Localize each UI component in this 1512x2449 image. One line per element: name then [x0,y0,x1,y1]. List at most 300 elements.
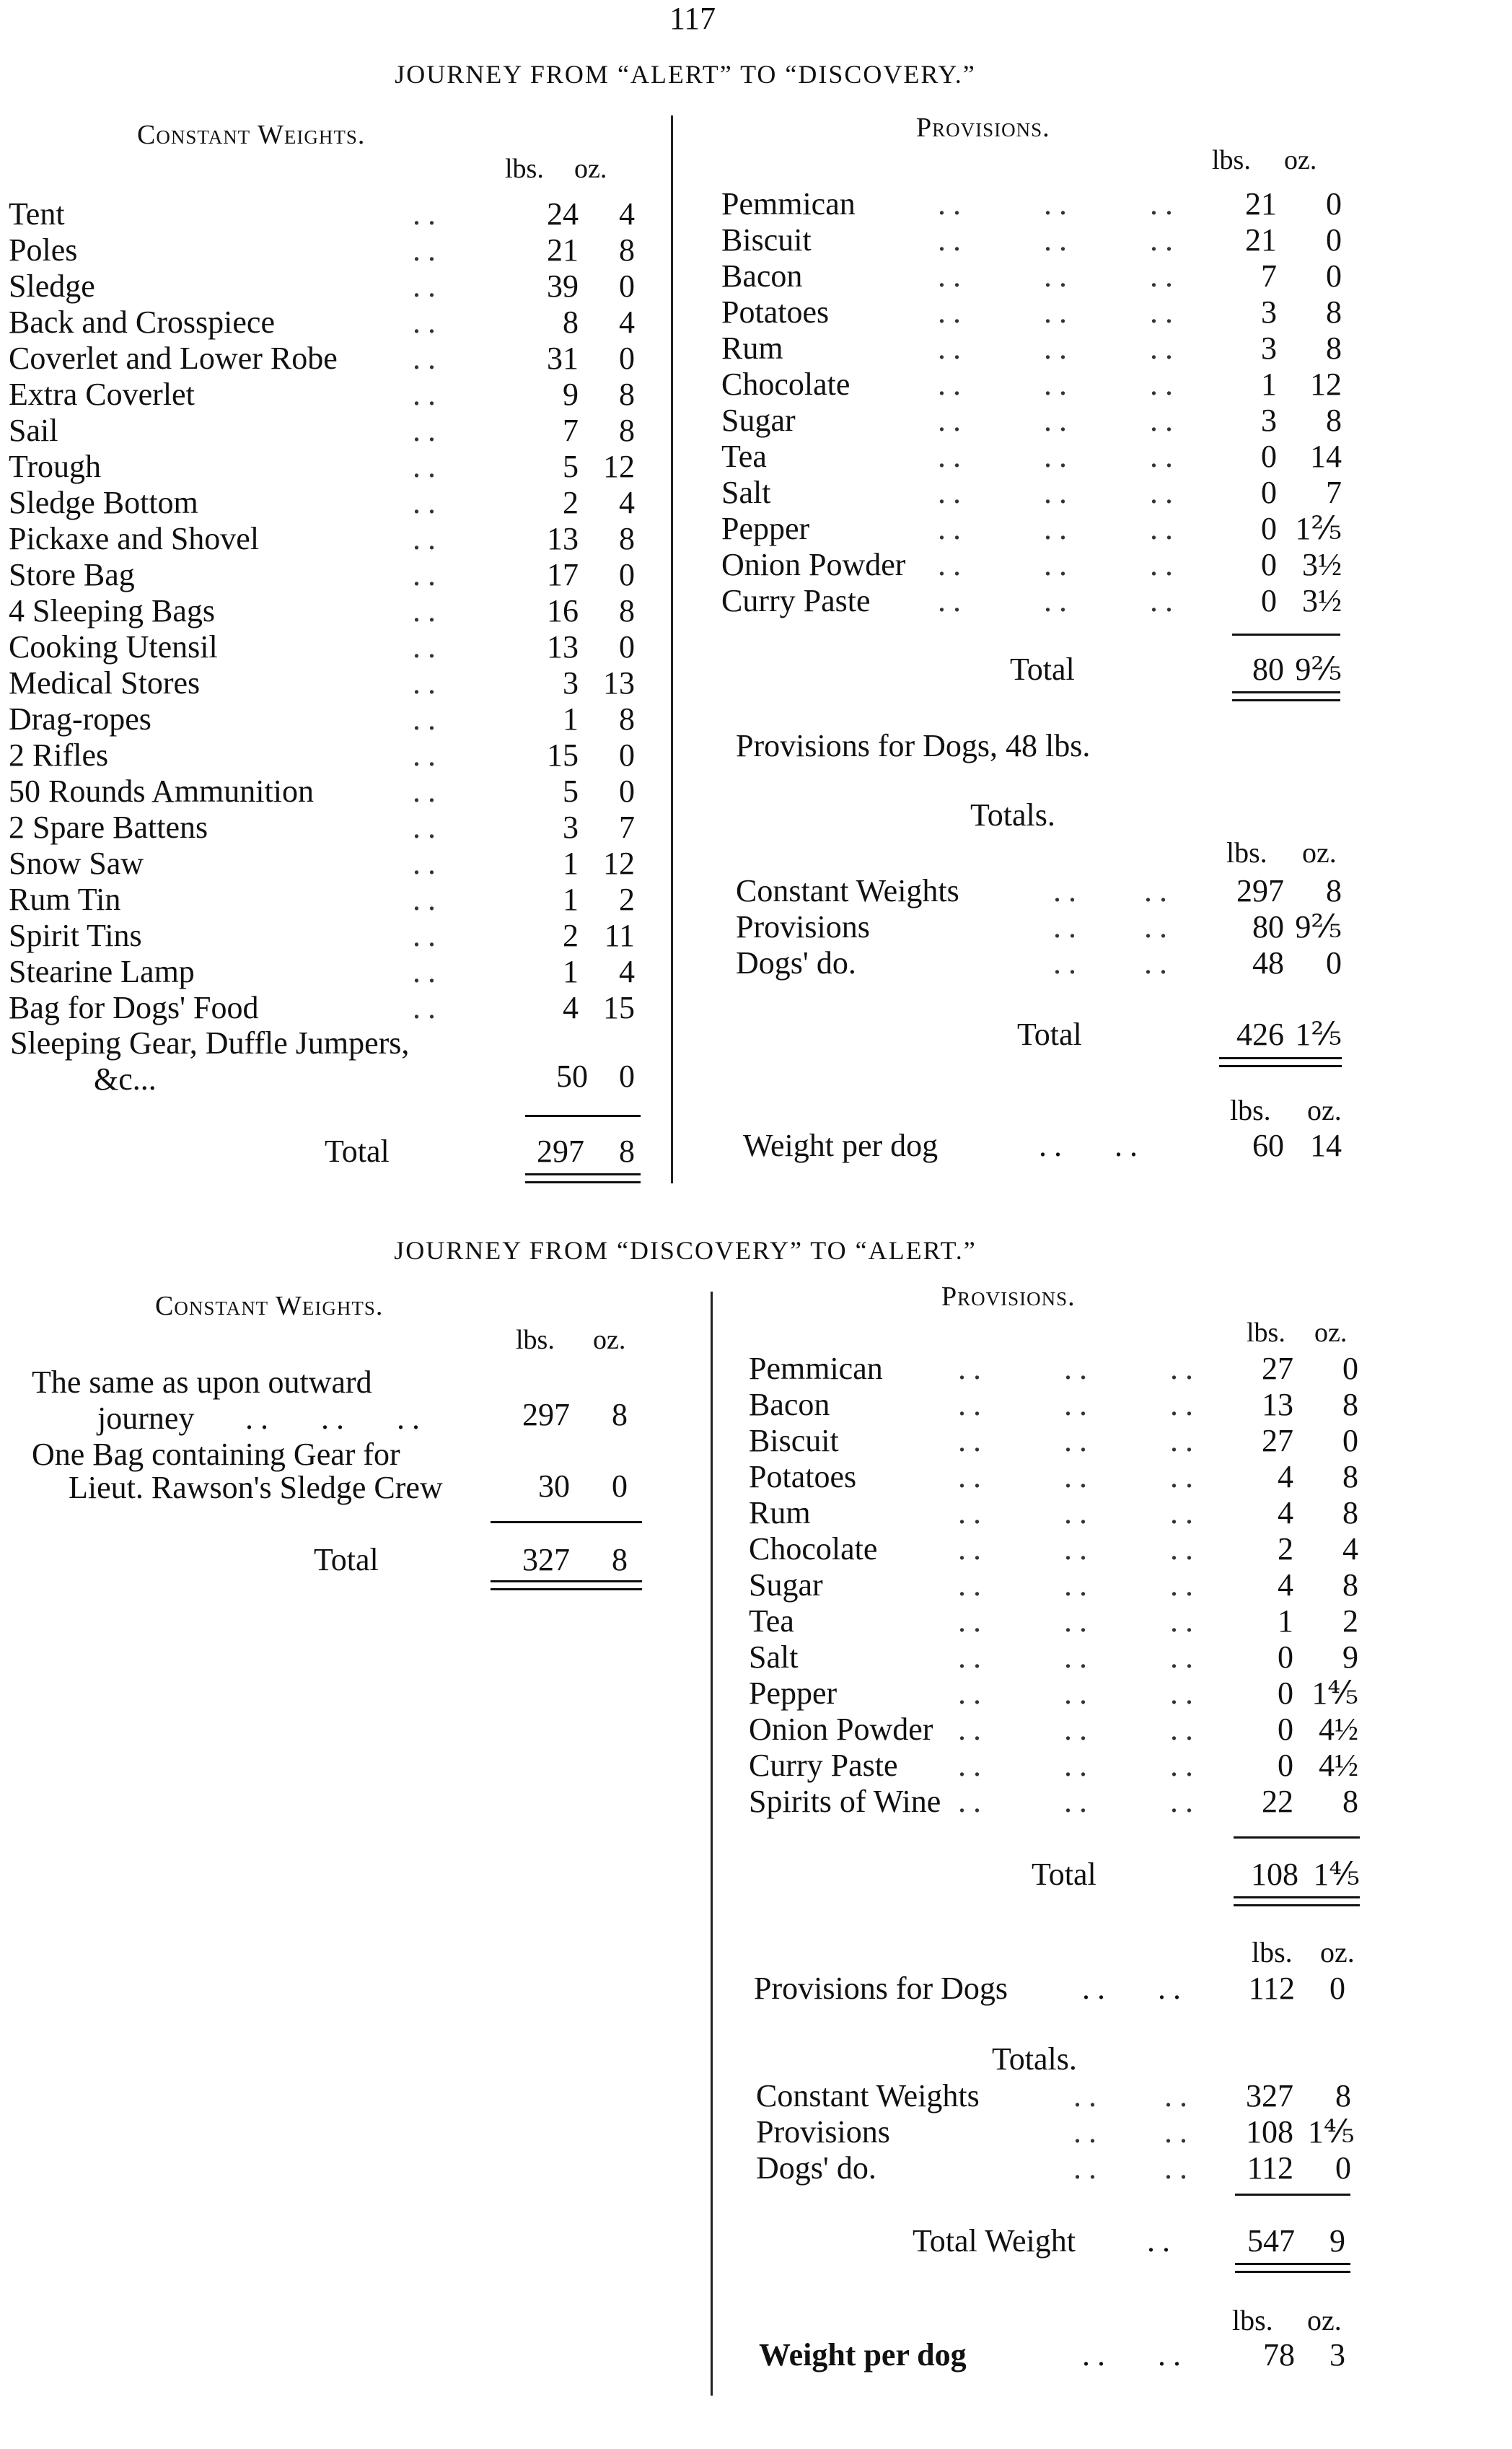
return-constant-title: Constant Weights. [155,1291,384,1321]
leader-dots: .. .. .. [938,186,1180,222]
constant-weight-row [9,341,643,377]
constant-weight-row-lbs: 21 [547,232,579,268]
return-item1-lbs: 297 [522,1397,570,1432]
outward-constant-total-rule [525,1173,641,1183]
return-dogs-dots: .. .. [1082,1971,1188,2006]
provision-row-lbs: 22 [1262,1784,1293,1819]
provision-row-lbs: 0 [1261,439,1277,474]
provision-row-oz: 0 [1326,258,1342,294]
constant-weight-row [9,701,643,737]
provision-row-label: Chocolate [721,367,850,402]
leader-dots: .. .. .. [958,1784,1200,1819]
constant-weight-row-oz: 8 [619,413,635,448]
totals-row-lbs: 327 [1246,2078,1293,2113]
return-provisions-unit-oz: oz. [1314,1318,1348,1348]
outward-constant-sum-rule [525,1115,641,1117]
leader-dots: .. .. [1053,873,1174,908]
leader-dots: .. [413,196,443,232]
provision-row-label: Pemmican [721,186,856,222]
provision-row-oz: 8 [1342,1459,1358,1494]
provision-row-label: Onion Powder [749,1712,933,1747]
provision-row-lbs: 3 [1261,294,1277,330]
provision-row [721,403,1356,439]
totals-row-oz: 9⅖ [1295,909,1342,945]
constant-weight-row [9,557,643,593]
provision-row-label: Biscuit [749,1423,839,1458]
provision-row-label: Pemmican [749,1351,883,1386]
constant-weight-row [9,918,643,954]
outward-perdog-lbs: 60 [1252,1128,1284,1163]
return-item1-oz: 8 [612,1397,628,1432]
provision-row-label: Sugar [749,1567,823,1603]
constant-weight-row-oz: 11 [604,918,635,953]
totals-row-label: Provisions [756,2114,890,2150]
outward-perdog-unit-lbs: lbs. [1230,1094,1271,1126]
totals-row-oz: 8 [1326,873,1342,908]
provision-row-oz: 1⅖ [1295,511,1342,546]
leader-dots: .. .. .. [938,403,1180,438]
leader-dots: .. .. [1073,2078,1195,2113]
return-dogs-lbs: 112 [1248,1971,1295,2006]
provision-row-lbs: 4 [1278,1495,1293,1530]
return-perdog-label: Weight per dog [759,2337,967,2373]
provision-row-lbs: 0 [1278,1639,1293,1675]
leader-dots: .. [413,557,443,592]
constant-weight-row-label: 4 Sleeping Bags [9,593,215,628]
return-grand-total-dots: .. [1147,2223,1177,2259]
leader-dots: .. [413,268,443,304]
return-grand-total-label: Total Weight [913,2223,1076,2259]
constant-weight-row-lbs: 4 [563,990,579,1025]
provision-row-lbs: 0 [1261,511,1277,546]
return-constant-total-rule [491,1580,642,1590]
provision-row [721,511,1356,547]
outward-constant-unit-lbs: lbs. [505,154,544,184]
leader-dots: .. .. .. [958,1495,1200,1530]
provision-row-lbs: 27 [1262,1351,1293,1386]
leader-dots: .. [413,918,443,953]
constant-weight-row [9,413,643,449]
outward-grand-total-label: Total [1017,1017,1082,1052]
leader-dots: .. .. [1073,2150,1195,2186]
constant-weight-row-oz: 2 [619,882,635,917]
leader-dots: .. [413,449,443,484]
provision-row-oz: 0 [1326,222,1342,258]
leader-dots: .. .. .. [938,222,1180,258]
leader-dots: .. .. .. [958,1639,1200,1675]
constant-weight-row-label: Extra Coverlet [9,377,195,412]
provision-row-lbs: 0 [1261,475,1277,510]
totals-row [736,873,1356,909]
totals-row-lbs: 297 [1236,873,1284,908]
constant-weight-row-label: Bag for Dogs' Food [9,990,259,1025]
constant-weight-row-label: 2 Spare Battens [9,810,208,845]
constant-weight-row [9,485,643,521]
provision-row-lbs: 1 [1261,367,1277,402]
outward-grand-total-lbs: 426 [1236,1017,1284,1052]
constant-weight-row-oz: 0 [619,774,635,809]
return-item2-lbs: 30 [538,1468,570,1504]
provision-row-label: Sugar [721,403,796,438]
provision-row-label: Spirits of Wine [749,1784,941,1819]
constant-weight-row-oz: 8 [619,377,635,412]
constant-weight-row [9,449,643,485]
return-column-divider [711,1292,713,2396]
outward-perdog-oz: 14 [1310,1128,1342,1163]
outward-provisions-total-lbs: 80 [1252,652,1284,687]
return-dogs-unit-lbs: lbs. [1252,1936,1293,1968]
constant-weight-row-label: Poles [9,232,78,268]
provision-row-oz: 8 [1326,330,1342,366]
provision-row-lbs: 3 [1261,330,1277,366]
return-provisions-total-lbs: 108 [1251,1857,1298,1892]
totals-row-oz: 0 [1335,2150,1351,2186]
leader-dots: .. .. .. [938,583,1180,618]
constant-weight-row-oz: 13 [603,665,635,701]
provision-row-oz: 8 [1342,1495,1358,1530]
provision-row [749,1459,1376,1495]
constant-weight-row [9,846,643,882]
totals-row-oz: 8 [1335,2078,1351,2113]
constant-weight-row-label: Stearine Lamp [9,954,195,989]
constant-weight-row [9,196,643,232]
leader-dots: .. .. .. [958,1459,1200,1494]
return-totals-table [756,2078,1369,2186]
provision-row-oz: 4½ [1319,1712,1358,1747]
return-grand-total-rule [1235,2263,1350,2273]
constant-weight-row-label: Back and Crosspiece [9,305,275,340]
constant-weight-row-oz: 0 [619,557,635,592]
leader-dots: .. .. .. [958,1567,1200,1603]
provision-row [749,1712,1376,1748]
outward-provisions-total-oz: 9⅖ [1295,652,1342,687]
provision-row [749,1639,1376,1675]
provision-row-label: Curry Paste [721,583,871,618]
provision-row-lbs: 0 [1278,1675,1293,1711]
constant-weight-row-label: Store Bag [9,557,135,592]
provision-row-label: Rum [749,1495,811,1530]
constant-weight-row-oz: 0 [619,341,635,376]
outward-constant-title: Constant Weights. [137,120,366,150]
return-provisions-title: Provisions. [941,1282,1076,1312]
return-perdog-unit-oz: oz. [1307,2304,1342,2336]
return-grand-total-lbs: 547 [1247,2223,1295,2259]
return-provisions-total-label: Total [1032,1857,1096,1892]
provision-row-oz: 1⅘ [1311,1675,1358,1711]
outward-dogs-provisions-line: Provisions for Dogs, 48 lbs. [736,728,1091,763]
return-perdog-unit-lbs: lbs. [1232,2304,1273,2336]
constant-weight-row-oz: 4 [619,954,635,989]
provision-row-oz: 8 [1342,1567,1358,1603]
leader-dots: .. [413,232,443,268]
constant-weight-row [9,882,643,918]
provision-row-label: Tea [721,439,767,474]
totals-row [756,2150,1369,2186]
leader-dots: .. .. .. [958,1712,1200,1747]
constant-weight-row-oz: 8 [619,232,635,268]
leader-dots: .. .. .. [958,1351,1200,1386]
leader-dots: .. [413,774,443,809]
provision-row-oz: 8 [1326,294,1342,330]
totals-row-label: Constant Weights [736,873,959,908]
constant-weight-row [9,593,643,629]
return-provisions-total-rule [1234,1896,1360,1906]
outward-last-item-line2: &c... [94,1061,157,1097]
leader-dots: .. [413,737,443,773]
constant-weight-row [9,737,643,774]
leader-dots: .. [413,413,443,448]
leader-dots: .. [413,629,443,665]
outward-provisions-table [721,186,1356,619]
leader-dots: .. .. [1053,945,1174,981]
provision-row-lbs: 27 [1262,1423,1293,1458]
provision-row-oz: 2 [1342,1603,1358,1639]
constant-weight-row-label: Medical Stores [9,665,201,701]
return-perdog-oz: 3 [1329,2337,1345,2373]
totals-row-label: Dogs' do. [736,945,856,981]
constant-weight-row-label: Sail [9,413,58,448]
leader-dots: .. [413,593,443,628]
provision-row [749,1675,1376,1712]
leader-dots: .. .. .. [958,1603,1200,1639]
totals-row-lbs: 108 [1246,2114,1293,2150]
constant-weight-row [9,268,643,305]
provision-row-label: Salt [749,1639,799,1675]
return-dogs-label: Provisions for Dogs [754,1971,1008,2006]
totals-row [736,909,1356,945]
leader-dots: .. [413,810,443,845]
constant-weight-row [9,305,643,341]
page-number: 117 [669,1,716,36]
leader-dots: .. [413,485,443,520]
constant-weight-row-lbs: 1 [563,954,579,989]
provision-row [749,1748,1376,1784]
constant-weight-row-lbs: 5 [563,449,579,484]
return-constant-total-label: Total [314,1542,379,1577]
leader-dots: .. [413,377,443,412]
provision-row [749,1387,1376,1423]
leader-dots: .. [413,882,443,917]
totals-row-label: Constant Weights [756,2078,980,2113]
return-constant-unit-lbs: lbs. [516,1325,555,1355]
constant-weight-row [9,954,643,990]
outward-constant-table [9,196,643,1026]
provision-row-oz: 7 [1326,475,1342,510]
constant-weight-row-lbs: 24 [547,196,579,232]
leader-dots: .. .. [1053,909,1174,945]
provision-row-oz: 8 [1342,1784,1358,1819]
constant-weight-row-oz: 8 [619,521,635,556]
constant-weight-row-label: Tent [9,196,65,232]
leader-dots: .. .. [1073,2114,1195,2150]
outward-perdog-unit-oz: oz. [1307,1094,1342,1126]
constant-weight-row [9,377,643,413]
constant-weight-row-label: Cooking Utensil [9,629,218,665]
return-perdog-lbs: 78 [1263,2337,1295,2373]
provision-row-oz: 8 [1342,1387,1358,1422]
constant-weight-row [9,810,643,846]
constant-weight-row-lbs: 7 [563,413,579,448]
constant-weight-row-oz: 12 [603,449,635,484]
return-item2-line1: One Bag containing Gear for [32,1437,400,1472]
constant-weight-row-oz: 8 [619,701,635,737]
constant-weight-row-label: Spirit Tins [9,918,142,953]
provision-row-lbs: 21 [1245,186,1277,222]
provision-row [721,258,1356,294]
constant-weight-row-label: Sledge Bottom [9,485,198,520]
return-totals-sum-rule [1235,2194,1350,2196]
constant-weight-row [9,232,643,268]
outward-constant-total-label: Total [325,1134,390,1169]
provision-row-oz: 12 [1310,367,1342,402]
outward-provisions-title: Provisions. [916,113,1050,143]
constant-weight-row [9,629,643,665]
provision-row [749,1784,1376,1820]
outward-last-item-oz: 0 [619,1059,635,1094]
provision-row-oz: 3½ [1302,547,1342,582]
outward-heading: JOURNEY FROM “ALERT” TO “DISCOVERY.” [395,60,976,89]
leader-dots: .. [413,665,443,701]
provision-row-oz: 9 [1342,1639,1358,1675]
provision-row [749,1351,1376,1387]
constant-weight-row-oz: 12 [603,846,635,881]
provision-row-label: Rum [721,330,783,366]
provision-row-lbs: 1 [1278,1603,1293,1639]
constant-weight-row-oz: 0 [619,629,635,665]
provision-row-label: Potatoes [749,1459,857,1494]
outward-constant-total-lbs: 297 [537,1134,584,1169]
constant-weight-row-oz: 15 [603,990,635,1025]
leader-dots: .. [413,521,443,556]
return-item1-line1: The same as upon outward [32,1364,372,1400]
provision-row-lbs: 0 [1278,1748,1293,1783]
return-totals-title: Totals. [992,2041,1077,2077]
totals-row-lbs: 112 [1247,2150,1293,2186]
constant-weight-row-label: Sledge [9,268,95,304]
constant-weight-row-oz: 4 [619,485,635,520]
constant-weight-row-lbs: 2 [563,918,579,953]
provision-row-lbs: 13 [1262,1387,1293,1422]
provision-row-label: Salt [721,475,771,510]
constant-weight-row-lbs: 1 [563,846,579,881]
return-heading: JOURNEY FROM “DISCOVERY” TO “ALERT.” [394,1236,977,1265]
provision-row-oz: 14 [1310,439,1342,474]
constant-weight-row-lbs: 16 [547,593,579,628]
leader-dots: .. .. .. [958,1387,1200,1422]
provision-row [721,583,1356,619]
provision-row [749,1531,1376,1567]
leader-dots: .. .. .. [938,367,1180,402]
provision-row-label: Bacon [749,1387,830,1422]
return-constant-total-oz: 8 [612,1542,628,1577]
return-provisions-unit-lbs: lbs. [1247,1318,1285,1348]
constant-weight-row-oz: 7 [619,810,635,845]
outward-totals-table [736,873,1356,981]
provision-row [721,547,1356,583]
constant-weight-row-lbs: 3 [563,665,579,701]
constant-weight-row-label: Coverlet and Lower Robe [9,341,338,376]
leader-dots: .. [413,954,443,989]
return-constant-unit-oz: oz. [593,1325,626,1355]
provision-row-label: Tea [749,1603,794,1639]
outward-totals-title: Totals. [970,797,1055,833]
provision-row [721,439,1356,475]
provision-row [721,330,1356,367]
constant-weight-row-lbs: 1 [563,882,579,917]
totals-row-label: Dogs' do. [756,2150,876,2186]
outward-totals-unit-lbs: lbs. [1226,836,1267,869]
provision-row [749,1567,1376,1603]
provision-row-label: Curry Paste [749,1748,898,1783]
constant-weight-row-lbs: 2 [563,485,579,520]
totals-row [736,945,1356,981]
constant-weight-row-oz: 0 [619,268,635,304]
outward-grand-total-rule [1219,1057,1342,1067]
provision-row [721,475,1356,511]
constant-weight-row [9,665,643,701]
return-provisions-sum-rule [1234,1836,1360,1839]
provision-row-lbs: 0 [1261,547,1277,582]
leader-dots: .. [413,341,443,376]
outward-provisions-unit-oz: oz. [1284,145,1317,175]
provision-row [721,186,1356,222]
return-provisions-table [749,1351,1376,1820]
constant-weight-row-lbs: 8 [563,305,579,340]
provision-row-lbs: 2 [1278,1531,1293,1567]
provision-row-oz: 8 [1326,403,1342,438]
constant-weight-row-oz: 8 [619,593,635,628]
provision-row-lbs: 21 [1245,222,1277,258]
totals-row-lbs: 48 [1252,945,1284,981]
leader-dots: .. [413,846,443,881]
leader-dots: .. .. .. [958,1748,1200,1783]
provision-row-oz: 4 [1342,1531,1358,1567]
provision-row-oz: 0 [1326,186,1342,222]
provision-row-label: Potatoes [721,294,830,330]
return-constant-total-lbs: 327 [522,1542,570,1577]
outward-totals-unit-oz: oz. [1302,836,1337,869]
leader-dots: .. .. .. [938,294,1180,330]
totals-row-lbs: 80 [1252,909,1284,945]
constant-weight-row-label: 2 Rifles [9,737,109,773]
provision-row [749,1603,1376,1639]
leader-dots: .. .. .. [938,547,1180,582]
return-item1-line2: journey [97,1401,195,1436]
outward-perdog-label: Weight per dog [743,1128,939,1163]
provision-row-lbs: 0 [1278,1712,1293,1747]
constant-weight-row-lbs: 17 [547,557,579,592]
constant-weight-row-lbs: 5 [563,774,579,809]
constant-weight-row-label: Pickaxe and Shovel [9,521,260,556]
outward-constant-unit-oz: oz. [574,154,607,184]
constant-weight-row-label: 50 Rounds Ammunition [9,774,314,809]
leader-dots: .. .. .. [938,511,1180,546]
provision-row-lbs: 4 [1278,1567,1293,1603]
constant-weight-row-label: Trough [9,449,101,484]
totals-row-label: Provisions [736,909,870,945]
provision-row-label: Chocolate [749,1531,878,1567]
return-item1-dots: .. .. .. [245,1401,427,1436]
outward-last-item-line1: Sleeping Gear, Duffle Jumpers, [10,1025,410,1061]
outward-provisions-total-rule [1232,691,1340,701]
outward-provisions-total-label: Total [1010,652,1075,687]
totals-row [756,2078,1369,2114]
provision-row-label: Pepper [749,1675,838,1711]
leader-dots: .. .. .. [938,258,1180,294]
totals-row-oz: 0 [1326,945,1342,981]
outward-grand-total-oz: 1⅖ [1295,1017,1342,1052]
provision-row-oz: 4½ [1319,1748,1358,1783]
